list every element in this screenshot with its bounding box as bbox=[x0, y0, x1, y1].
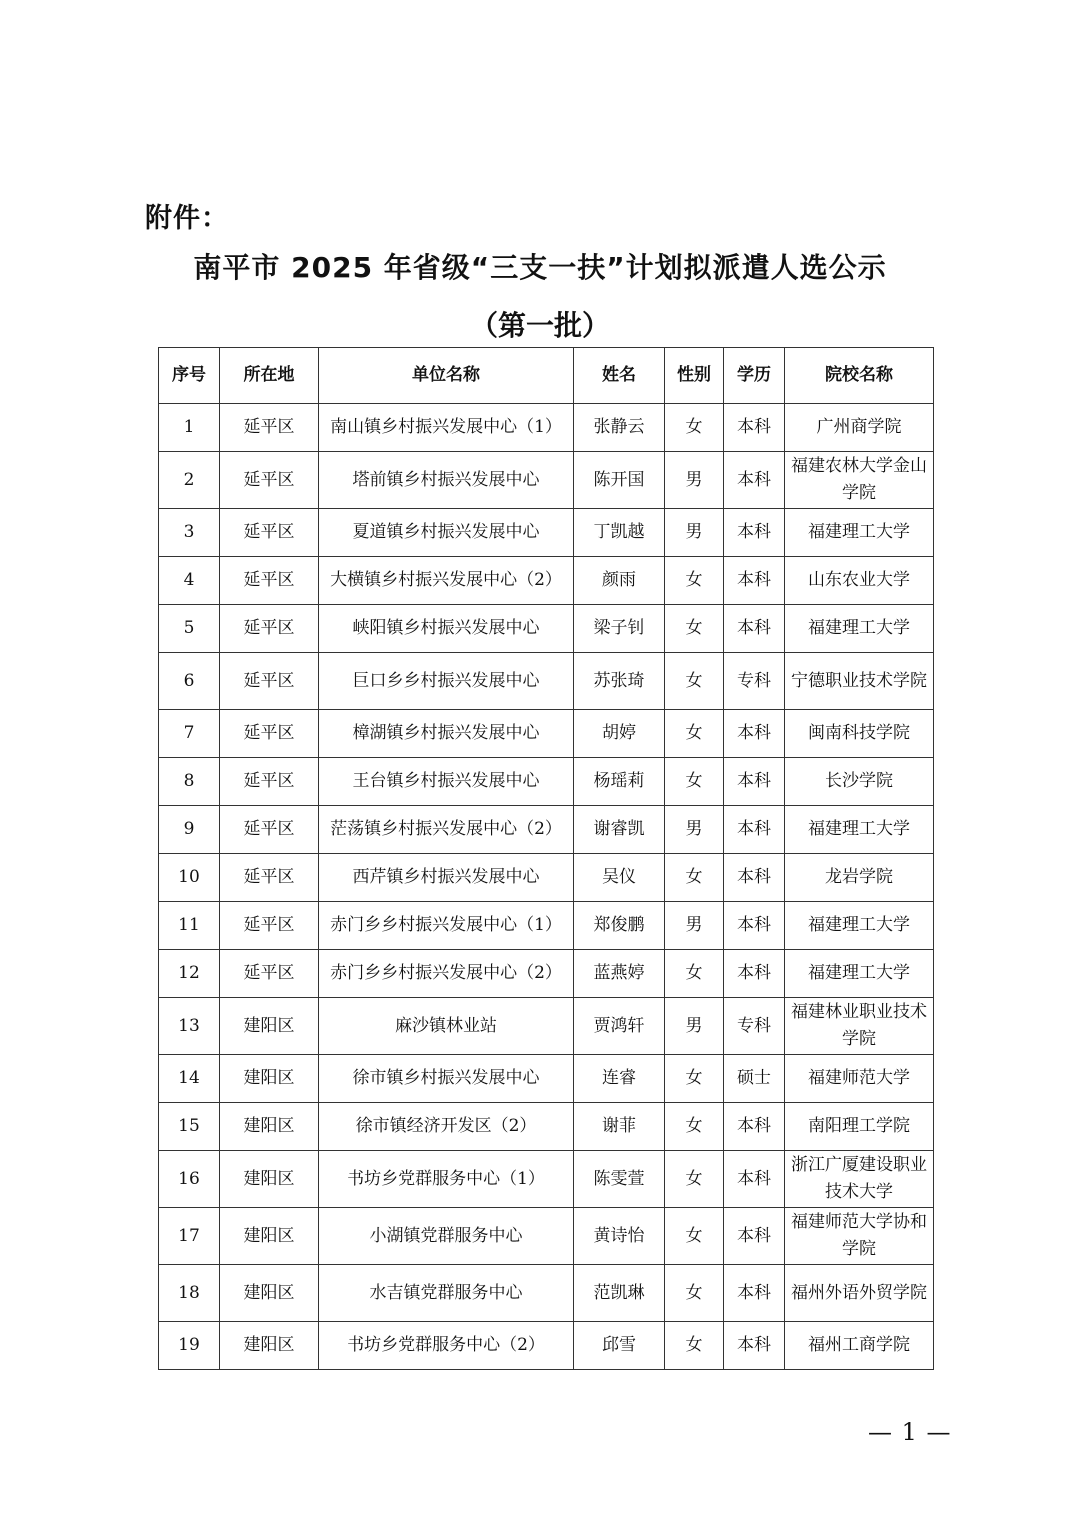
cell-location: 延平区 bbox=[220, 557, 319, 605]
candidates-table bbox=[158, 347, 934, 1370]
cell-education: 本科 bbox=[724, 1151, 785, 1208]
cell-name: 杨瑶莉 bbox=[574, 758, 665, 806]
cell-index: 6 bbox=[159, 653, 220, 710]
cell-school: 宁德职业技术学院 bbox=[785, 653, 934, 710]
cell-education: 本科 bbox=[724, 605, 785, 653]
cell-name: 蓝燕婷 bbox=[574, 950, 665, 998]
table-row bbox=[159, 758, 934, 806]
cell-unit: 夏道镇乡村振兴发展中心 bbox=[319, 509, 574, 557]
cell-education: 本科 bbox=[724, 1265, 785, 1322]
cell-unit: 樟湖镇乡村振兴发展中心 bbox=[319, 710, 574, 758]
cell-education: 本科 bbox=[724, 452, 785, 509]
cell-gender: 女 bbox=[665, 1208, 724, 1265]
cell-name: 梁子钊 bbox=[574, 605, 665, 653]
cell-location: 建阳区 bbox=[220, 1151, 319, 1208]
cell-school: 福建师范大学协和学院 bbox=[785, 1208, 934, 1265]
cell-location: 建阳区 bbox=[220, 1322, 319, 1370]
table-row bbox=[159, 404, 934, 452]
cell-education: 本科 bbox=[724, 1103, 785, 1151]
cell-index: 14 bbox=[159, 1055, 220, 1103]
cell-name: 谢睿凯 bbox=[574, 806, 665, 854]
cell-index: 3 bbox=[159, 509, 220, 557]
cell-location: 建阳区 bbox=[220, 1055, 319, 1103]
cell-school: 福建农林大学金山学院 bbox=[785, 452, 934, 509]
cell-location: 建阳区 bbox=[220, 1103, 319, 1151]
table-row bbox=[159, 950, 934, 998]
cell-education: 本科 bbox=[724, 557, 785, 605]
cell-index: 17 bbox=[159, 1208, 220, 1265]
cell-index: 2 bbox=[159, 452, 220, 509]
table-row bbox=[159, 806, 934, 854]
cell-index: 19 bbox=[159, 1322, 220, 1370]
header-school: 院校名称 bbox=[785, 348, 934, 404]
cell-unit: 峡阳镇乡村振兴发展中心 bbox=[319, 605, 574, 653]
cell-name: 邱雪 bbox=[574, 1322, 665, 1370]
cell-location: 延平区 bbox=[220, 806, 319, 854]
cell-education: 专科 bbox=[724, 998, 785, 1055]
cell-gender: 女 bbox=[665, 1322, 724, 1370]
cell-school: 广州商学院 bbox=[785, 404, 934, 452]
table-header-row bbox=[159, 348, 934, 404]
cell-gender: 女 bbox=[665, 1055, 724, 1103]
cell-unit: 大横镇乡村振兴发展中心（2） bbox=[319, 557, 574, 605]
cell-gender: 女 bbox=[665, 1265, 724, 1322]
cell-name: 苏张琦 bbox=[574, 653, 665, 710]
header-gender: 性别 bbox=[665, 348, 724, 404]
table-row bbox=[159, 710, 934, 758]
cell-unit: 赤门乡乡村振兴发展中心（1） bbox=[319, 902, 574, 950]
attachment-label: 附件： bbox=[145, 203, 229, 234]
table-row bbox=[159, 1265, 934, 1322]
cell-school: 南阳理工学院 bbox=[785, 1103, 934, 1151]
cell-index: 4 bbox=[159, 557, 220, 605]
cell-education: 本科 bbox=[724, 710, 785, 758]
cell-education: 本科 bbox=[724, 1208, 785, 1265]
cell-gender: 女 bbox=[665, 1151, 724, 1208]
cell-location: 延平区 bbox=[220, 902, 319, 950]
cell-gender: 女 bbox=[665, 758, 724, 806]
cell-name: 范凯琳 bbox=[574, 1265, 665, 1322]
cell-unit: 书坊乡党群服务中心（2） bbox=[319, 1322, 574, 1370]
document-title: 南平市 2025 年省级“三支一扶”计划拟派遣人选公示 bbox=[193, 251, 887, 284]
cell-unit: 茫荡镇乡村振兴发展中心（2） bbox=[319, 806, 574, 854]
cell-index: 15 bbox=[159, 1103, 220, 1151]
cell-location: 延平区 bbox=[220, 653, 319, 710]
cell-index: 5 bbox=[159, 605, 220, 653]
header-education: 学历 bbox=[724, 348, 785, 404]
table-row bbox=[159, 1055, 934, 1103]
cell-education: 本科 bbox=[724, 758, 785, 806]
table-row bbox=[159, 557, 934, 605]
cell-school: 福建理工大学 bbox=[785, 806, 934, 854]
table-row bbox=[159, 509, 934, 557]
cell-unit: 徐市镇乡村振兴发展中心 bbox=[319, 1055, 574, 1103]
cell-gender: 男 bbox=[665, 998, 724, 1055]
cell-index: 7 bbox=[159, 710, 220, 758]
table-row bbox=[159, 452, 934, 509]
table-row bbox=[159, 1208, 934, 1265]
table-row bbox=[159, 1103, 934, 1151]
cell-school: 福建理工大学 bbox=[785, 950, 934, 998]
cell-name: 丁凯越 bbox=[574, 509, 665, 557]
cell-gender: 女 bbox=[665, 950, 724, 998]
cell-gender: 男 bbox=[665, 509, 724, 557]
cell-unit: 书坊乡党群服务中心（1） bbox=[319, 1151, 574, 1208]
cell-unit: 塔前镇乡村振兴发展中心 bbox=[319, 452, 574, 509]
cell-unit: 南山镇乡村振兴发展中心（1） bbox=[319, 404, 574, 452]
cell-name: 胡婷 bbox=[574, 710, 665, 758]
cell-name: 谢菲 bbox=[574, 1103, 665, 1151]
cell-education: 本科 bbox=[724, 902, 785, 950]
cell-school: 龙岩学院 bbox=[785, 854, 934, 902]
cell-school: 福建理工大学 bbox=[785, 605, 934, 653]
table-row bbox=[159, 902, 934, 950]
cell-index: 11 bbox=[159, 902, 220, 950]
cell-name: 贾鸿轩 bbox=[574, 998, 665, 1055]
cell-location: 延平区 bbox=[220, 452, 319, 509]
cell-school: 福建林业职业技术学院 bbox=[785, 998, 934, 1055]
cell-name: 连睿 bbox=[574, 1055, 665, 1103]
table-row bbox=[159, 653, 934, 710]
cell-location: 延平区 bbox=[220, 404, 319, 452]
header-index: 序号 bbox=[159, 348, 220, 404]
cell-education: 本科 bbox=[724, 1322, 785, 1370]
cell-unit: 王台镇乡村振兴发展中心 bbox=[319, 758, 574, 806]
cell-index: 9 bbox=[159, 806, 220, 854]
cell-unit: 徐市镇经济开发区（2） bbox=[319, 1103, 574, 1151]
cell-index: 8 bbox=[159, 758, 220, 806]
cell-school: 福州外语外贸学院 bbox=[785, 1265, 934, 1322]
header-location: 所在地 bbox=[220, 348, 319, 404]
header-unit: 单位名称 bbox=[319, 348, 574, 404]
cell-name: 黄诗怡 bbox=[574, 1208, 665, 1265]
cell-gender: 女 bbox=[665, 557, 724, 605]
cell-location: 建阳区 bbox=[220, 998, 319, 1055]
table-row bbox=[159, 1322, 934, 1370]
cell-education: 硕士 bbox=[724, 1055, 785, 1103]
cell-unit: 巨口乡乡村振兴发展中心 bbox=[319, 653, 574, 710]
cell-school: 福州工商学院 bbox=[785, 1322, 934, 1370]
cell-gender: 女 bbox=[665, 854, 724, 902]
cell-education: 本科 bbox=[724, 854, 785, 902]
cell-school: 福建理工大学 bbox=[785, 902, 934, 950]
cell-education: 专科 bbox=[724, 653, 785, 710]
cell-gender: 男 bbox=[665, 902, 724, 950]
cell-name: 陈开国 bbox=[574, 452, 665, 509]
cell-unit: 水吉镇党群服务中心 bbox=[319, 1265, 574, 1322]
table-row bbox=[159, 854, 934, 902]
cell-name: 张静云 bbox=[574, 404, 665, 452]
cell-location: 延平区 bbox=[220, 758, 319, 806]
cell-location: 建阳区 bbox=[220, 1265, 319, 1322]
cell-name: 吴仪 bbox=[574, 854, 665, 902]
cell-unit: 小湖镇党群服务中心 bbox=[319, 1208, 574, 1265]
page-number: — 1 — bbox=[868, 1418, 952, 1446]
cell-school: 闽南科技学院 bbox=[785, 710, 934, 758]
cell-gender: 女 bbox=[665, 404, 724, 452]
cell-index: 16 bbox=[159, 1151, 220, 1208]
cell-school: 福建师范大学 bbox=[785, 1055, 934, 1103]
table-row bbox=[159, 1151, 934, 1208]
cell-school: 福建理工大学 bbox=[785, 509, 934, 557]
cell-unit: 赤门乡乡村振兴发展中心（2） bbox=[319, 950, 574, 998]
cell-index: 18 bbox=[159, 1265, 220, 1322]
cell-location: 延平区 bbox=[220, 854, 319, 902]
cell-gender: 男 bbox=[665, 452, 724, 509]
cell-unit: 麻沙镇林业站 bbox=[319, 998, 574, 1055]
cell-location: 延平区 bbox=[220, 710, 319, 758]
cell-name: 郑俊鹏 bbox=[574, 902, 665, 950]
cell-education: 本科 bbox=[724, 806, 785, 854]
cell-unit: 西芹镇乡村振兴发展中心 bbox=[319, 854, 574, 902]
cell-education: 本科 bbox=[724, 404, 785, 452]
cell-school: 长沙学院 bbox=[785, 758, 934, 806]
cell-index: 1 bbox=[159, 404, 220, 452]
cell-name: 颜雨 bbox=[574, 557, 665, 605]
table-row bbox=[159, 998, 934, 1055]
cell-school: 浙江广厦建设职业技术大学 bbox=[785, 1151, 934, 1208]
cell-location: 延平区 bbox=[220, 605, 319, 653]
table-row bbox=[159, 605, 934, 653]
cell-gender: 男 bbox=[665, 806, 724, 854]
cell-location: 建阳区 bbox=[220, 1208, 319, 1265]
cell-gender: 女 bbox=[665, 710, 724, 758]
cell-education: 本科 bbox=[724, 509, 785, 557]
cell-location: 延平区 bbox=[220, 950, 319, 998]
cell-name: 陈雯萱 bbox=[574, 1151, 665, 1208]
cell-index: 13 bbox=[159, 998, 220, 1055]
document-subtitle: （第一批） bbox=[469, 309, 610, 342]
cell-gender: 女 bbox=[665, 1103, 724, 1151]
cell-gender: 女 bbox=[665, 605, 724, 653]
cell-index: 12 bbox=[159, 950, 220, 998]
cell-location: 延平区 bbox=[220, 509, 319, 557]
header-name: 姓名 bbox=[574, 348, 665, 404]
cell-index: 10 bbox=[159, 854, 220, 902]
cell-education: 本科 bbox=[724, 950, 785, 998]
cell-gender: 女 bbox=[665, 653, 724, 710]
cell-school: 山东农业大学 bbox=[785, 557, 934, 605]
